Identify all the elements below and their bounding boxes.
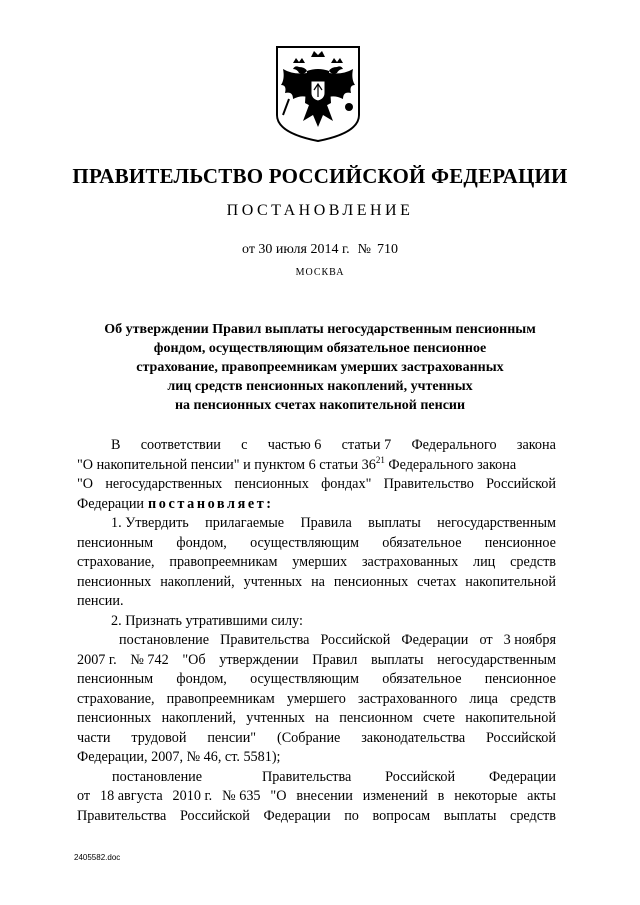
word: пенсионное (484, 671, 556, 687)
word: на (311, 573, 325, 590)
subject-line: фондом, осуществляющим обязательное пенсионное (153, 341, 487, 356)
word: фондом, (176, 534, 227, 551)
body-line (77, 475, 556, 495)
word: обязательное (382, 671, 462, 687)
word: на (315, 710, 330, 726)
body-line (77, 456, 556, 476)
word: статьи 7 (341, 437, 392, 453)
government-title: ПРАВИТЕЛЬСТВО РОССИЙСКОЙ ФЕДЕРАЦИИ (72, 164, 568, 188)
word: пенсионных (77, 573, 152, 590)
word: правопреемникам (169, 554, 278, 570)
body-line (77, 436, 556, 456)
word: осуществляющим (250, 534, 360, 551)
body-line (77, 709, 556, 729)
word: средств (510, 690, 556, 707)
word: закона (516, 437, 556, 453)
body-line (77, 553, 556, 573)
word: Правительства (220, 632, 310, 648)
word: изменений (362, 788, 428, 804)
word: 3 ноября (503, 632, 556, 648)
superscript: 21 (375, 454, 385, 465)
word: постановление (112, 768, 203, 785)
word: пенсионных (333, 573, 409, 590)
word: лица (469, 690, 498, 707)
word: умерших (292, 554, 348, 570)
word: учтенных (246, 710, 305, 726)
document-date: от 30 июля 2014 г. (242, 242, 350, 257)
word: Российской (486, 476, 556, 492)
document-body (77, 436, 556, 826)
russian-coat-of-arms-icon (273, 45, 363, 143)
word: 2007 г. (77, 651, 117, 668)
word: Российской (385, 768, 456, 785)
word: Правила (300, 515, 352, 531)
word: осуществляющим (250, 671, 360, 687)
word: правопреемникам (166, 690, 275, 707)
date-number-line (0, 242, 640, 258)
body-line (77, 631, 556, 651)
word: "Об (182, 651, 206, 668)
word: накопительной (465, 710, 556, 726)
word: средств (510, 807, 556, 824)
body-line (77, 495, 556, 515)
word: постановление (119, 632, 210, 648)
word: застрахованных (361, 554, 459, 570)
body-line (77, 787, 556, 807)
word: обязательное (382, 534, 462, 551)
word: лиц (473, 554, 496, 570)
word: накоплений, (161, 710, 237, 726)
word: вопросам (372, 807, 431, 824)
body-line (77, 514, 556, 534)
word: от (479, 632, 493, 648)
word: Федерации (401, 632, 469, 648)
word: "О (270, 788, 287, 804)
word: частью 6 (267, 437, 322, 453)
number-sign: № (357, 242, 371, 257)
document-type: ПОСТАНОВЛЕНИЕ (226, 202, 414, 219)
text-run: Федерации (77, 495, 145, 512)
word: Федерального (411, 437, 497, 453)
word: внесении (296, 788, 353, 804)
word: негосударственным (437, 651, 556, 668)
body-line (77, 690, 556, 710)
word: № 635 (222, 788, 261, 804)
word: части (77, 729, 111, 746)
word: законодательства (361, 729, 466, 746)
word: выплаты (368, 515, 421, 531)
word: 2010 г. (172, 788, 213, 804)
word: фондах" (321, 476, 372, 492)
city: МОСКВА (295, 267, 345, 278)
word: с (241, 437, 248, 453)
word: фондом, (176, 671, 227, 687)
word: Правительство (383, 476, 474, 492)
word: № 742 (130, 651, 169, 668)
word: (Собрание (276, 729, 341, 746)
word: счетах (417, 573, 457, 590)
subject-line: на пенсионных счетах накопительной пенсии (174, 398, 466, 413)
word: прилагаемые (205, 515, 285, 531)
body-line (77, 768, 556, 788)
body-line (77, 807, 556, 827)
text-run: "О накопительной пенсии" и пунктом 6 статьи $36^{21}$ Федерального закона (77, 454, 517, 473)
subject-line: лиц средств пенсионных накоплений, учтенных (167, 379, 473, 394)
body-line (77, 612, 556, 632)
word: В (111, 437, 121, 453)
word: средств (510, 554, 556, 570)
body-line (77, 573, 556, 593)
word: негосударственных (105, 476, 223, 492)
word: пенсионным (77, 671, 154, 687)
subject-line: страхование, правопреемникам умерших застрахованных (136, 360, 504, 375)
text-run: пенсии. (77, 593, 124, 609)
word: выплаты (370, 651, 424, 668)
word: учтенных (243, 573, 303, 590)
word: счете (423, 710, 455, 726)
body-line (77, 670, 556, 690)
word: накопительной (465, 573, 556, 590)
word: акты (527, 788, 556, 804)
word: "О (77, 476, 94, 492)
word: Российской (179, 807, 250, 824)
word: негосударственным (437, 515, 556, 531)
word: страхование, (77, 690, 155, 707)
word: Российской (486, 729, 556, 746)
word: Российской (320, 632, 391, 648)
word: некоторые (454, 788, 518, 804)
word: утверждении (219, 651, 299, 668)
text-run: 2. Признать утратившими силу: (111, 612, 303, 629)
word: пенсионном (339, 710, 413, 726)
document-subject (70, 320, 570, 415)
word: по (344, 807, 359, 824)
word: страхование, (77, 554, 155, 570)
word: пенсии" (207, 729, 257, 746)
word: пенсионное (484, 534, 556, 551)
word: Правительства (77, 807, 167, 824)
word: в (437, 788, 445, 804)
word: 1. Утвердить (111, 515, 189, 531)
word: застрахованного (358, 690, 458, 707)
word: Федерации (488, 768, 556, 785)
word: умершего (286, 690, 346, 707)
document-number: 710 (376, 242, 398, 257)
word: пенсионным (77, 534, 154, 551)
footer-filename: 2405582.doc (74, 853, 121, 862)
word: накоплений, (160, 573, 235, 590)
word: Федерации (263, 807, 331, 824)
text-run: Федерации, 2007, № 46, ст. 5581); (77, 749, 281, 765)
word: выплаты (443, 807, 497, 824)
word: трудовой (131, 729, 187, 746)
subject-line: Об утверждении Правил выплаты негосударственным пенсионным (104, 322, 536, 337)
body-line (77, 534, 556, 554)
body-line (77, 748, 556, 768)
word: Правительства (261, 768, 352, 785)
word: пенсионных (234, 476, 309, 492)
word: Правил (312, 651, 358, 668)
body-line (77, 651, 556, 671)
body-line (77, 592, 556, 612)
decree-keyword: постановляет: (148, 495, 274, 512)
word: пенсионных (77, 710, 152, 726)
body-line (77, 729, 556, 749)
word: 18 августа (100, 788, 163, 804)
word: соответствии (140, 437, 221, 453)
word: от (77, 788, 91, 804)
